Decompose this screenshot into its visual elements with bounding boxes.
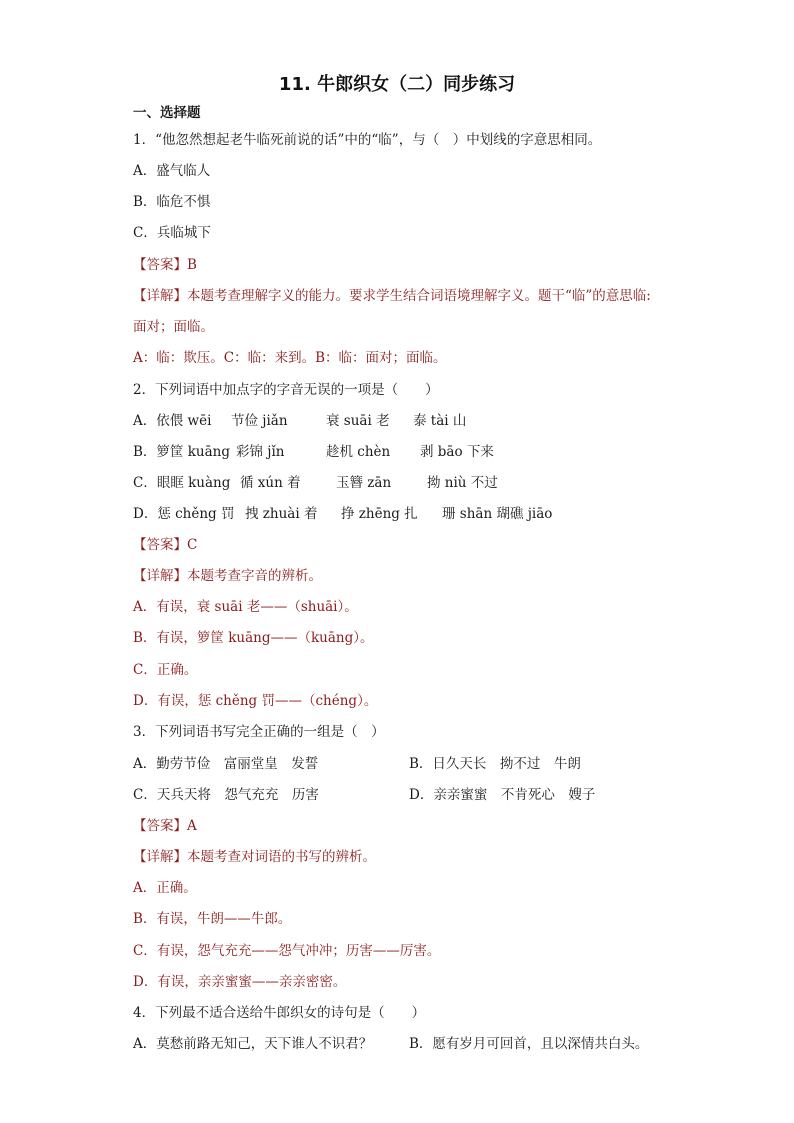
- q2-detail-a: A．有误，衰 suāi 老——（shuāi）。: [133, 599, 358, 615]
- q2-detail-c: C．正确。: [133, 662, 198, 678]
- q2-b-2: 彩锦 jǐn: [236, 444, 285, 460]
- q4-stem: 4．下列最不适合送给牛郎织女的诗句是（ ）: [133, 1005, 426, 1021]
- q2-d-4: 珊 shān 瑚礁 jiāo: [442, 506, 553, 522]
- q1-detail-2: 面对；面临。: [133, 319, 214, 335]
- q2-c-1: C．眼眶 kuàng: [133, 475, 231, 491]
- q2-c-2: 循 xún 着: [240, 475, 301, 491]
- q2-d-1: D．惩 chěng 罚: [133, 506, 235, 522]
- answer-tag: 【答案】: [133, 818, 187, 834]
- q3-answer: [133, 817, 733, 835]
- q2-a-1: A．依偎 wēi: [133, 413, 212, 429]
- q3-detail-d: D．有误，亲亲蜜蜜——亲亲密密。: [133, 974, 347, 990]
- q2-detail-d: D．有误，惩 chěng 罚——（chéng）。: [133, 693, 378, 709]
- q1-option-b: B．临危不惧: [133, 194, 211, 210]
- page-title: 11. 牛郎织女（二）同步练习: [278, 74, 516, 95]
- answer-value: C: [187, 537, 198, 553]
- q2-answer: [133, 536, 733, 554]
- detail-text: 本题考查理解字义的能力。要求学生结合词语境理解字义。题干“临”的意思临:: [187, 288, 651, 304]
- q3-option-a: A．勤劳节俭 富丽堂皇 发誓: [133, 756, 319, 772]
- q2-detail-1: [133, 567, 733, 585]
- q2-d-2: 拽 zhuài 着: [245, 506, 318, 522]
- q2-d-3: 挣 zhēng 扎: [341, 506, 418, 522]
- q2-c-4: 拗 niù 不过: [427, 475, 498, 491]
- q1-detail-3: A：临：欺压。C：临：来到。B：临：面对；面临。: [133, 350, 447, 366]
- q3-detail-1: [133, 848, 733, 866]
- q2-stem: 2．下列词语中加点字的字音无误的一项是（ ）: [133, 382, 439, 398]
- detail-tag: 【详解】: [133, 849, 187, 865]
- q1-option-c: C．兵临城下: [133, 225, 211, 241]
- section-heading: 一、选择题: [133, 105, 201, 121]
- q4-option-a: A．莫愁前路无知己，天下谁人不识君？: [133, 1036, 373, 1052]
- q2-b-4: 剥 bāo 下来: [420, 444, 494, 460]
- detail-tag: 【详解】: [133, 568, 187, 584]
- answer-value: A: [187, 818, 197, 834]
- q3-detail-c: C．有误，怨气充充——怨气冲冲；历害——厉害。: [133, 943, 441, 959]
- q2-b-1: B．箩筐 kuāng: [133, 444, 230, 460]
- q1-option-a: A．盛气临人: [133, 163, 211, 179]
- detail-text: 本题考查对词语的书写的辨析。: [187, 849, 376, 865]
- answer-value: B: [187, 257, 197, 273]
- q1-stem: 1．“他忽然想起老牛临死前说的话”中的“临”，与（ ）中划线的字意思相同。: [133, 132, 602, 148]
- q2-c-3: 玉簪 zān: [336, 475, 392, 491]
- q3-option-d: D．亲亲蜜蜜 不肯死心 嫂子: [409, 787, 596, 803]
- q3-stem: 3．下列词语书写完全正确的一组是（ ）: [133, 724, 385, 740]
- answer-tag: 【答案】: [133, 537, 187, 553]
- answer-tag: 【答案】: [133, 257, 187, 273]
- q3-detail-a: A．正确。: [133, 880, 197, 896]
- q4-option-b: B．愿有岁月可回首，且以深情共白头。: [409, 1036, 649, 1052]
- q3-detail-b: B．有误，牛朗——牛郎。: [133, 911, 292, 927]
- q2-detail-b: B．有误，箩筐 kuāng——（kuāng）。: [133, 630, 374, 646]
- q2-b-3: 趁机 chèn: [326, 444, 391, 460]
- detail-tag: 【详解】: [133, 288, 187, 304]
- q2-a-3: 衰 suāi 老: [326, 413, 390, 429]
- q1-detail-1: [133, 287, 733, 305]
- detail-text: 本题考查字音的辨析。: [187, 568, 322, 584]
- q3-option-b: B．日久天长 拗不过 牛朗: [409, 756, 581, 772]
- q3-option-c: C．天兵天将 怨气充充 历害: [133, 787, 319, 803]
- q2-a-4: 泰 tài 山: [413, 413, 467, 429]
- q1-answer: [133, 256, 733, 274]
- q2-a-2: 节俭 jiǎn: [231, 413, 288, 429]
